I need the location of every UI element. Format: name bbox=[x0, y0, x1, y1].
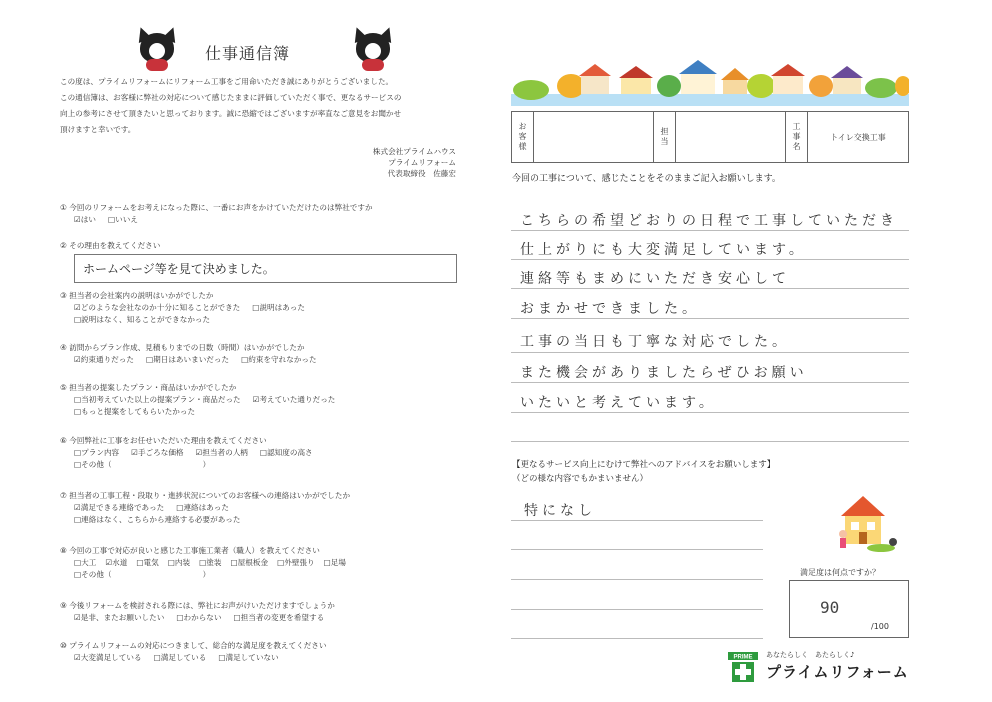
advice-answer: 特になし bbox=[524, 503, 596, 519]
intro-line: 頂けますと幸いです。 bbox=[60, 125, 136, 134]
score-label: 満足度は何点ですか？ bbox=[800, 568, 880, 577]
option[interactable]: ☑担当者の人柄 bbox=[195, 448, 248, 457]
company-brand: プライムリフォーム bbox=[388, 158, 456, 167]
question-3 bbox=[60, 290, 470, 326]
company-signature bbox=[373, 146, 456, 179]
option[interactable]: □説明はあった bbox=[252, 303, 305, 312]
ruled-line bbox=[511, 382, 909, 383]
option[interactable]: ☑どのような会社なのか十分に知ることができた bbox=[74, 303, 241, 312]
company-ceo: 代表取締役 佐藤宏 bbox=[387, 169, 456, 178]
town-illustration-banner bbox=[511, 56, 909, 106]
house-illustration-icon bbox=[833, 494, 899, 554]
feedback-line: 仕上がりにも大変満足しています。 bbox=[520, 242, 807, 258]
option[interactable]: □外壁張り bbox=[277, 558, 315, 567]
staff-label: 担当 bbox=[660, 127, 669, 147]
staff-name-field[interactable] bbox=[676, 112, 786, 162]
customer-name-field[interactable] bbox=[534, 112, 654, 162]
question-title: ⑦ 担当者の工事工程・段取り・進捗状況についてのお客様への連絡はいかがでしたか bbox=[60, 491, 351, 500]
option[interactable]: □当初考えていた以上の提案プラン・商品だった bbox=[74, 395, 241, 404]
question-6 bbox=[60, 435, 470, 471]
score-max: /100 bbox=[871, 622, 889, 631]
advice-subtitle: （どの様な内容でもかまいません） bbox=[512, 474, 649, 484]
advice-heading bbox=[512, 458, 775, 486]
feedback-line: こちらの希望どおりの日程で工事していただき bbox=[520, 213, 898, 229]
option[interactable]: ☑水道 bbox=[105, 558, 128, 567]
company-name: 株式会社プライムハウス bbox=[372, 147, 456, 156]
logo-tagline: あなたらしく あたらしく♪ bbox=[766, 651, 855, 659]
feedback-title: 今回の工事について、感じたことをそのままご記入お願いします。 bbox=[512, 174, 781, 184]
feedback-line: おまかせできました。 bbox=[520, 301, 700, 317]
work-label: 工事名 bbox=[792, 122, 801, 152]
feedback-line: 連絡等もまめにいただき安心して bbox=[520, 271, 790, 287]
option[interactable]: ☑考えていた通りだった bbox=[252, 395, 336, 404]
question-title: ⑨ 今後リフォームを検討される際には、弊社にお声がけいただけますでしょうか bbox=[60, 601, 335, 610]
svg-text:PRIME: PRIME bbox=[733, 654, 753, 661]
intro-line: この通信簿は、お客様に弊社の対応について感じたままに評価していただく事で、更なるサービスの bbox=[60, 93, 402, 102]
ruled-line bbox=[511, 352, 909, 353]
option[interactable]: □プラン内容 bbox=[74, 448, 120, 457]
intro-line: 向上の参考にさせて頂きたいと思っております。誠に恐縮ではございますが率直なご意見をお聞かせ bbox=[60, 109, 402, 118]
option[interactable]: ☑はい bbox=[74, 215, 96, 224]
option[interactable]: ☑約束通りだった bbox=[74, 355, 134, 364]
option[interactable]: □もっと提案をしてもらいたかった bbox=[74, 407, 196, 416]
advice-line bbox=[511, 549, 763, 550]
question-7 bbox=[60, 490, 470, 526]
option[interactable]: □屋根板金 bbox=[230, 558, 269, 567]
question-10 bbox=[60, 640, 470, 664]
option[interactable]: □担当者の変更を希望する bbox=[233, 613, 325, 622]
feedback-line: いたいと考えています。 bbox=[520, 395, 717, 411]
page-title: 仕事通信簿 bbox=[205, 44, 291, 63]
score-value: 90 bbox=[820, 598, 840, 617]
logo-name: プライムリフォーム bbox=[766, 663, 909, 681]
question-title: ⑥ 今回弊社に工事をお任せいただいた理由を教えてください bbox=[60, 436, 267, 445]
option[interactable]: □説明はなく、知ることができなかった bbox=[74, 315, 211, 324]
option[interactable]: □満足していない bbox=[218, 653, 279, 662]
ruled-line bbox=[511, 259, 909, 260]
option[interactable]: □わからない bbox=[176, 613, 222, 622]
ruled-line bbox=[511, 230, 909, 231]
feedback-line: また機会がありましたらぜひお願い bbox=[520, 365, 808, 381]
intro-line: この度は、プライムリフォームにリフォーム工事をご用命いただき誠にありがとうございました。 bbox=[60, 77, 394, 86]
ruled-line bbox=[511, 288, 909, 289]
question-4 bbox=[60, 342, 470, 366]
option[interactable]: □内装 bbox=[167, 558, 191, 567]
question-title: ⑧ 今回の工事で対応が良いと感じた工事施工業者（職人）を教えてください bbox=[60, 546, 320, 555]
question-2 bbox=[60, 240, 470, 252]
option[interactable]: □満足している bbox=[153, 653, 207, 662]
option[interactable]: □連絡はなく、こちらから連絡する必要があった bbox=[74, 515, 241, 524]
option[interactable]: □足場 bbox=[323, 558, 346, 567]
advice-line bbox=[511, 638, 763, 639]
option[interactable]: ☑是非、またお願いしたい bbox=[74, 613, 165, 622]
option[interactable]: ☑大変満足している bbox=[74, 653, 142, 662]
question-8 bbox=[60, 545, 470, 581]
option[interactable]: ☑手ごろな価格 bbox=[131, 448, 184, 457]
option[interactable]: □連絡はあった bbox=[176, 503, 229, 512]
question-title: ① 今回のリフォームをお考えになった際に、一番にお声をかけていただけたのは弊社ですか bbox=[60, 203, 373, 212]
option[interactable]: □電気 bbox=[136, 558, 159, 567]
question-5 bbox=[60, 382, 470, 418]
question-1 bbox=[60, 202, 470, 226]
ruled-line bbox=[511, 318, 909, 319]
question-title: ② その理由を教えてください bbox=[60, 241, 161, 250]
option[interactable]: □約束を守れなかった bbox=[241, 355, 317, 364]
option[interactable]: □いいえ bbox=[108, 215, 138, 224]
option[interactable]: □塗装 bbox=[199, 558, 222, 567]
ruled-line bbox=[511, 441, 909, 442]
reason-answer-field[interactable]: ホームページ等を見て決めました。 bbox=[74, 254, 457, 283]
option[interactable]: □認知度の高さ bbox=[259, 448, 313, 457]
prime-logo-icon bbox=[728, 652, 758, 682]
intro-text bbox=[60, 74, 465, 138]
question-title: ⑤ 担当者の提案したプラン・商品はいかがでしたか bbox=[60, 383, 237, 392]
option[interactable]: ☑満足できる連絡であった bbox=[74, 503, 165, 512]
advice-line bbox=[511, 579, 763, 580]
option[interactable]: □その他（ ） bbox=[74, 570, 211, 579]
option[interactable]: □その他（ ） bbox=[74, 460, 211, 469]
advice-line bbox=[511, 609, 763, 610]
dog-mascot-right-icon bbox=[350, 27, 396, 71]
option[interactable]: □期日はあいまいだった bbox=[145, 355, 230, 364]
advice-title: 【更なるサービス向上にむけて弊社へのアドバイスをお願いします】 bbox=[512, 460, 776, 470]
work-name: トイレ交換工事 bbox=[830, 132, 886, 142]
dog-mascot-left-icon bbox=[134, 27, 180, 71]
feedback-line: 工事の当日も丁寧な対応でした。 bbox=[520, 334, 790, 350]
question-title: ④ 訪問からプラン作成、見積もりまでの日数（時間）はいかがでしたか bbox=[60, 343, 305, 352]
ruled-line bbox=[511, 412, 909, 413]
question-title: ⑩ プライムリフォームの対応につきまして、総合的な満足度を教えてください bbox=[60, 641, 327, 650]
option[interactable]: □大工 bbox=[74, 558, 97, 567]
score-box[interactable] bbox=[789, 580, 909, 638]
advice-line bbox=[511, 520, 763, 521]
question-title: ③ 担当者の会社案内の説明はいかがでしたか bbox=[60, 291, 214, 300]
job-info-table bbox=[511, 111, 909, 163]
question-9 bbox=[60, 600, 470, 624]
customer-label: お客様 bbox=[518, 122, 527, 152]
